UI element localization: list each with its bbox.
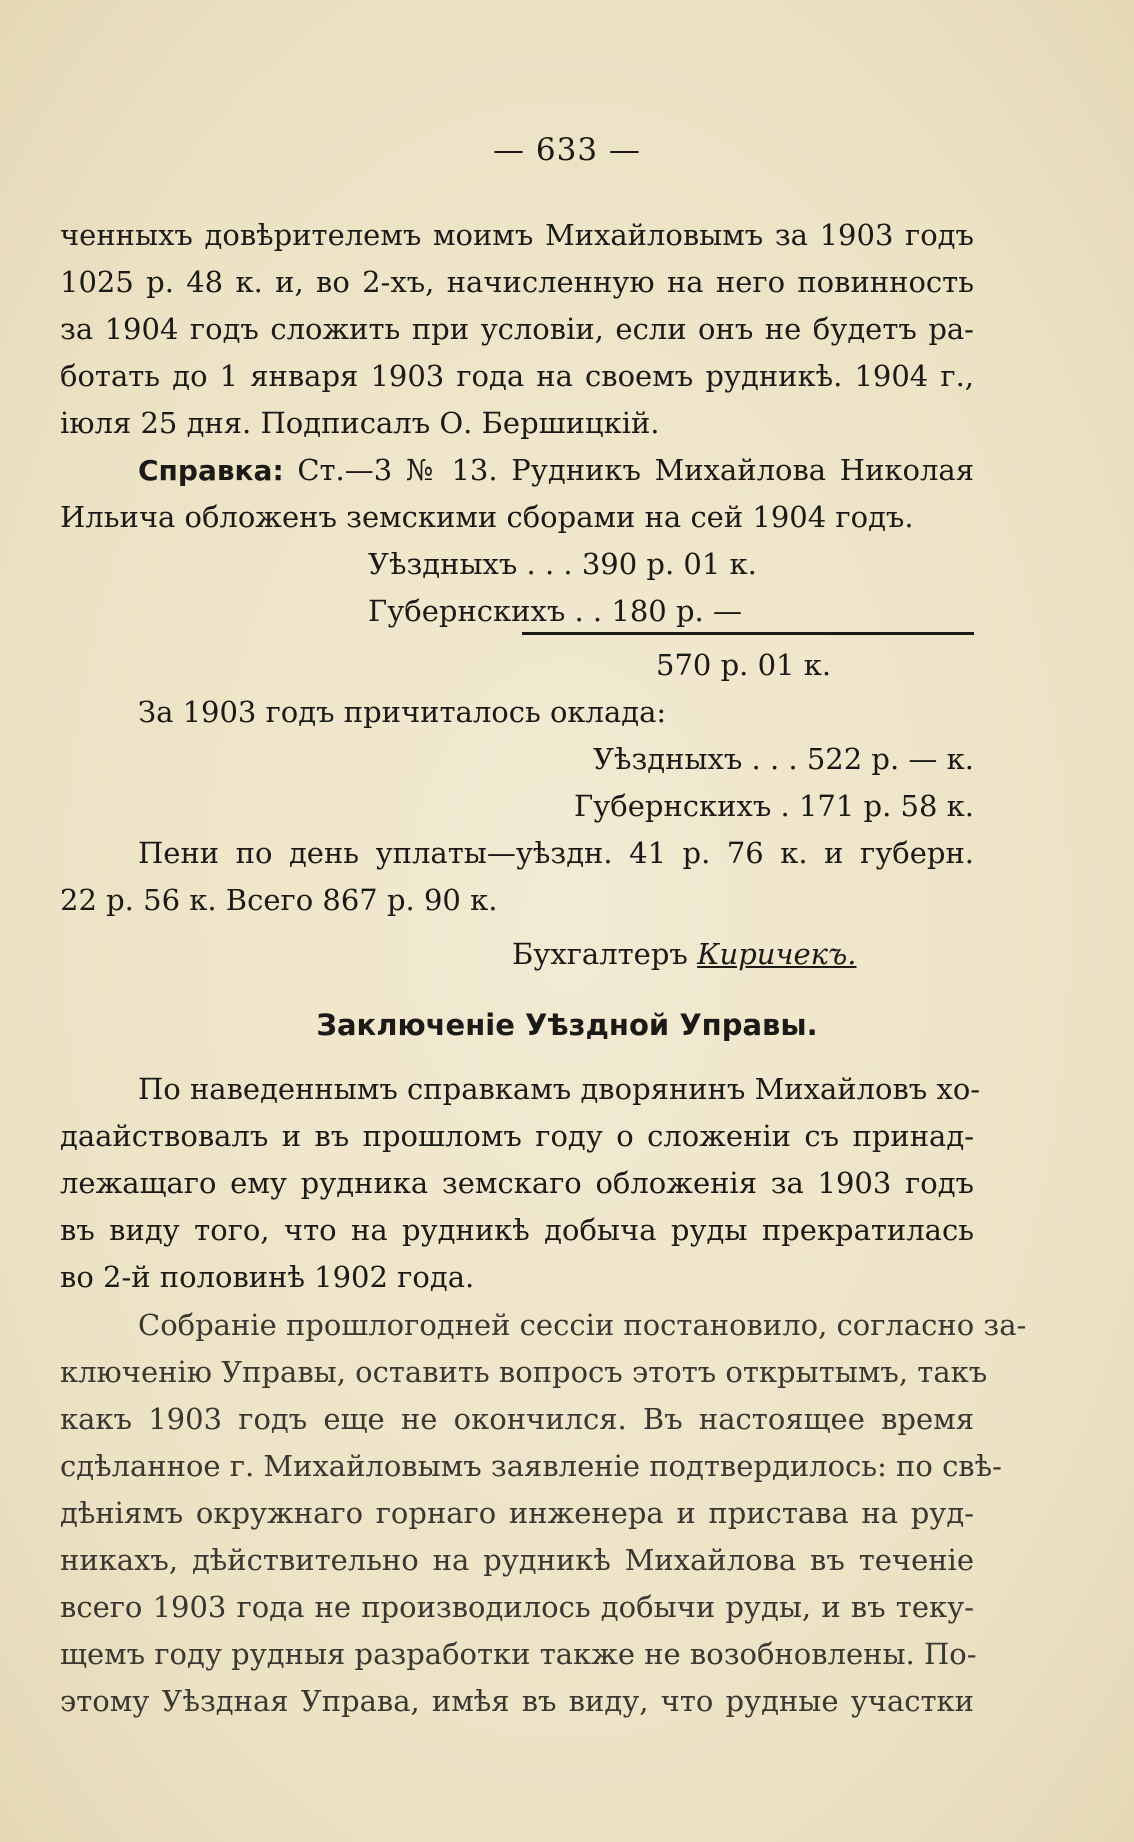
spravka-line: [138, 451, 974, 490]
paragraph-line: этому Уѣздная Управа, имѣя въ виду, что рудные участки: [60, 1684, 974, 1718]
text-line: 1025 р. 48 к. и, во 2-хъ, начисленную на него повинность: [60, 265, 974, 299]
levy-1904-uezdnykh: Уѣздныхъ . . . 390 р. 01 к.: [368, 547, 757, 581]
paragraph-line: сдѣланное г. Михайловымъ заявленіе подтвердилось: по свѣ-: [60, 1449, 1002, 1483]
accountant-line: [512, 935, 857, 973]
paragraph-line: лежащаго ему рудника земскаго обложенія за 1903 годъ: [60, 1166, 974, 1200]
spravka-text: Ст.—3 № 13. Рудникъ Михайлова Николая: [283, 453, 974, 487]
paragraph-line: Собраніе прошлогодней сессіи постановило, согласно за-: [138, 1308, 1027, 1342]
paragraph-line: въ виду того, что на рудникѣ добыча руды прекратилась: [60, 1213, 974, 1247]
text-line: за 1904 годъ сложить при условіи, если онъ не будетъ ра-: [60, 312, 974, 346]
paragraph-line: щемъ году рудныя разработки также не возобновлены. По-: [60, 1637, 977, 1671]
paragraph-line: По наведеннымъ справкамъ дворянинъ Михайловъ хо-: [138, 1072, 981, 1106]
text-line: ченныхъ довѣрителемъ моимъ Михайловымъ за 1903 годъ: [60, 218, 974, 252]
text-line: ботать до 1 января 1903 года на своемъ рудникѣ. 1904 г.,: [60, 359, 974, 393]
levy-1904-gubernskikh: Губернскихъ . . 180 р. —: [368, 594, 742, 628]
peni-line-2: 22 р. 56 к. Всего 867 р. 90 к.: [60, 883, 498, 917]
text-line: іюля 25 дня. Подписалъ О. Бершицкій.: [60, 406, 660, 440]
page-number: — 633 —: [493, 132, 641, 168]
spravka-label: Справка:: [138, 454, 284, 487]
paragraph-line: во 2-й половинѣ 1902 года.: [60, 1260, 475, 1294]
sum-rule: [522, 632, 974, 635]
paragraph-line: всего 1903 года не производилось добычи руды, и въ теку-: [60, 1590, 974, 1624]
section-heading: Заключеніе Уѣздной Управы.: [316, 1008, 818, 1042]
levy-1903-gubernskikh: Губернскихъ . 171 р. 58 к.: [574, 789, 974, 823]
paragraph-line: какъ 1903 годъ еще не окончился. Въ настоящее время: [60, 1402, 974, 1436]
accountant-title: Бухгалтеръ: [512, 937, 688, 971]
paragraph-line: даайствовалъ и въ прошломъ году о сложеніи съ принад-: [60, 1119, 974, 1153]
levy-1903-intro: За 1903 годъ причиталось оклада:: [138, 695, 667, 729]
paragraph-line: дѣніямъ окружнаго горнаго инженера и пристава на руд-: [60, 1496, 974, 1530]
levy-1904-total: 570 р. 01 к.: [656, 648, 832, 682]
paragraph-line: никахъ, дѣйствительно на рудникѣ Михайлова въ теченіе: [60, 1543, 974, 1577]
accountant-signature: Киричекъ.: [697, 937, 857, 971]
peni-line: Пени по день уплаты—уѣздн. 41 р. 76 к. и губерн.: [138, 836, 974, 870]
levy-1903-uezdnykh: Уѣздныхъ . . . 522 р. — к.: [593, 742, 974, 776]
spravka-line-2: Ильича обложенъ земскими сборами на сей 1904 годъ.: [60, 500, 914, 534]
paragraph-line: ключенію Управы, оставить вопросъ этотъ открытымъ, такъ: [60, 1355, 988, 1389]
